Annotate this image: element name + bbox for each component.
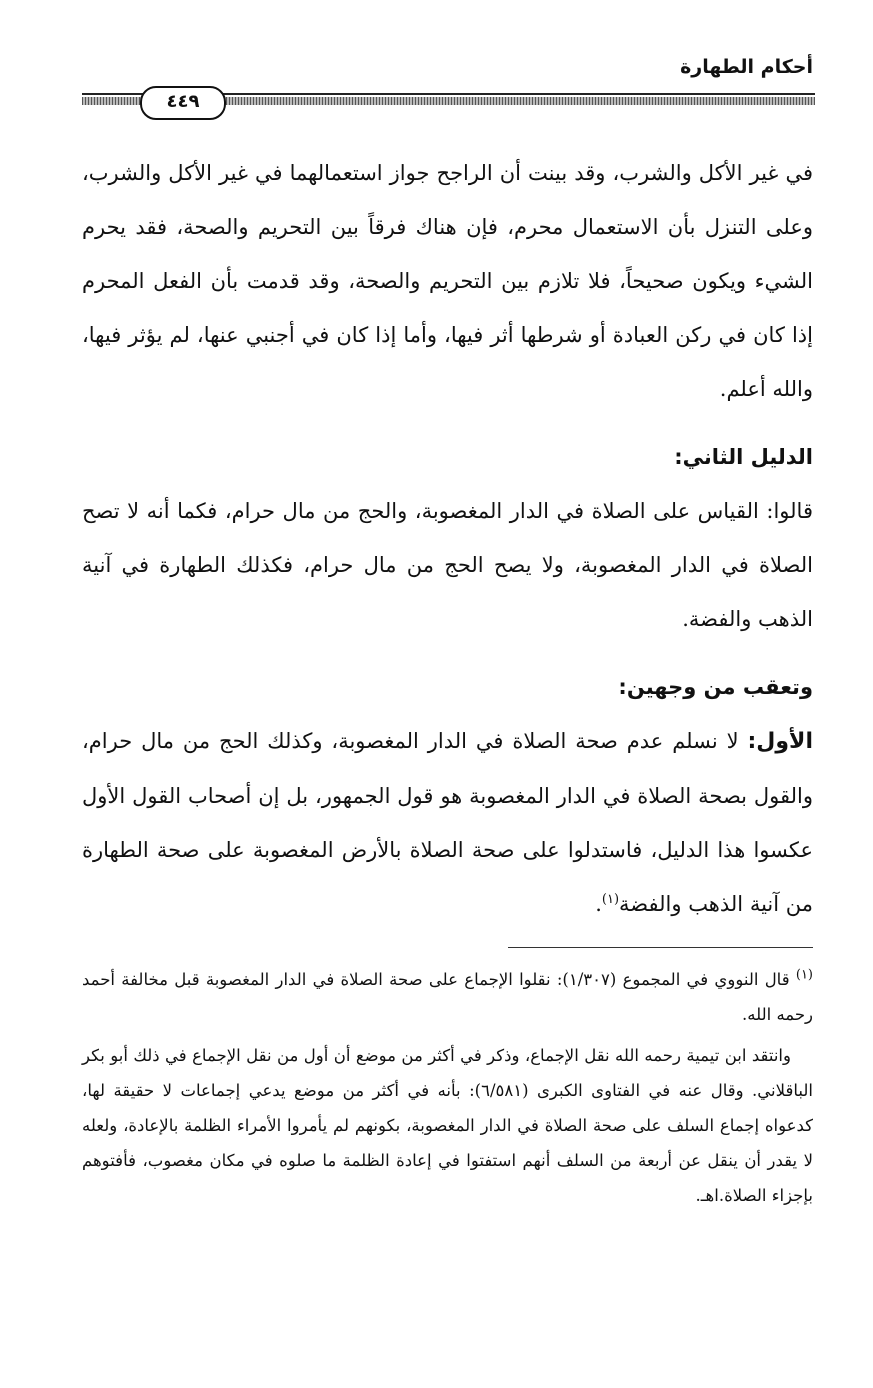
paragraph: قالوا: القياس على الصلاة في الدار المغصوبة، والحج من مال حرام، فكما أنه لا تصح الصلاة في الدار المغصوبة، ولا يصح الحج من مال حرام، فكذلك الطهارة في آنية الذهب والفضة.	[82, 499, 813, 631]
footnote-continuation: وانتقد ابن تيمية رحمه الله نقل الإجماع، وذكر في أكثر من موضع أن أول من نقل الإجماع في ذلك أبو بكر الباقلاني. وقال عنه في الفتاوى الكبرى (٦/٥٨١): بأنه في أكثر من موضع يدعي إجماعات لا حقيقة لها، كدعواه إجماع السلف على صحة الصلاة في الدار المغصوبة، بكونهم لم يأمروا الأمراء الظلمة بالإعادة، ولعله لا يقدر أن ينقل عن أربعة من السلف أنهم استفتوا في إعادة الظلمة ما صلوه في مكان مغصوب، فأفتوهم بإجزاء الصلاة.اهـ.	[82, 1046, 813, 1205]
main-text	[82, 146, 813, 931]
footnote-text: قال النووي في المجموع (١/٣٠٧): نقلوا الإجماع على صحة الصلاة في الدار المغصوبة قبل مخالفة أحمد رحمه الله.	[82, 970, 813, 1024]
footnote-separator	[508, 947, 813, 948]
paragraph-lead: الأول:	[747, 729, 813, 754]
paragraph-end: .	[595, 892, 602, 916]
paragraph: في غير الأكل والشرب، وقد بينت أن الراجح جواز استعمالهما في غير الأكل والشرب، وعلى التنزل بأن الاستعمال محرم، فإن هناك فرقاً بين التحريم والصحة، فقد يحرم الشيء ويكون صحيحاً، فلا تلازم بين التحريم والصحة، وقد قدمت بأن الفعل المحرم إذا كان في ركن العبادة أو شرطها أثر فيها، وأما إذا كان في أجنبي عنها، لم يؤثر فيها، والله أعلم.	[82, 161, 813, 401]
paragraph-text: لا نسلم عدم صحة الصلاة في الدار المغصوبة، وكذلك الحج من مال حرام، والقول بصحة الصلاة في الدار المغصوبة هو قول الجمهور، بل إن أصحاب القول الأول عكسوا هذا الدليل، فاستدلوا على صحة الصلاة بالأرض المغصوبة على صحة الطهارة من آنية الذهب والفضة	[82, 729, 813, 916]
section-heading: وتعقب من وجهين:	[618, 675, 813, 699]
footnote	[82, 962, 813, 1032]
running-title: أحكام الطهارة	[680, 56, 813, 78]
footnote-marker: (١)	[795, 967, 813, 983]
page-number: ٤٤٩	[140, 86, 226, 120]
section-heading: الدليل الثاني:	[674, 445, 813, 469]
footnote-reference[interactable]: (١)	[601, 892, 620, 907]
paragraph	[82, 714, 813, 931]
footnotes	[82, 962, 813, 1219]
